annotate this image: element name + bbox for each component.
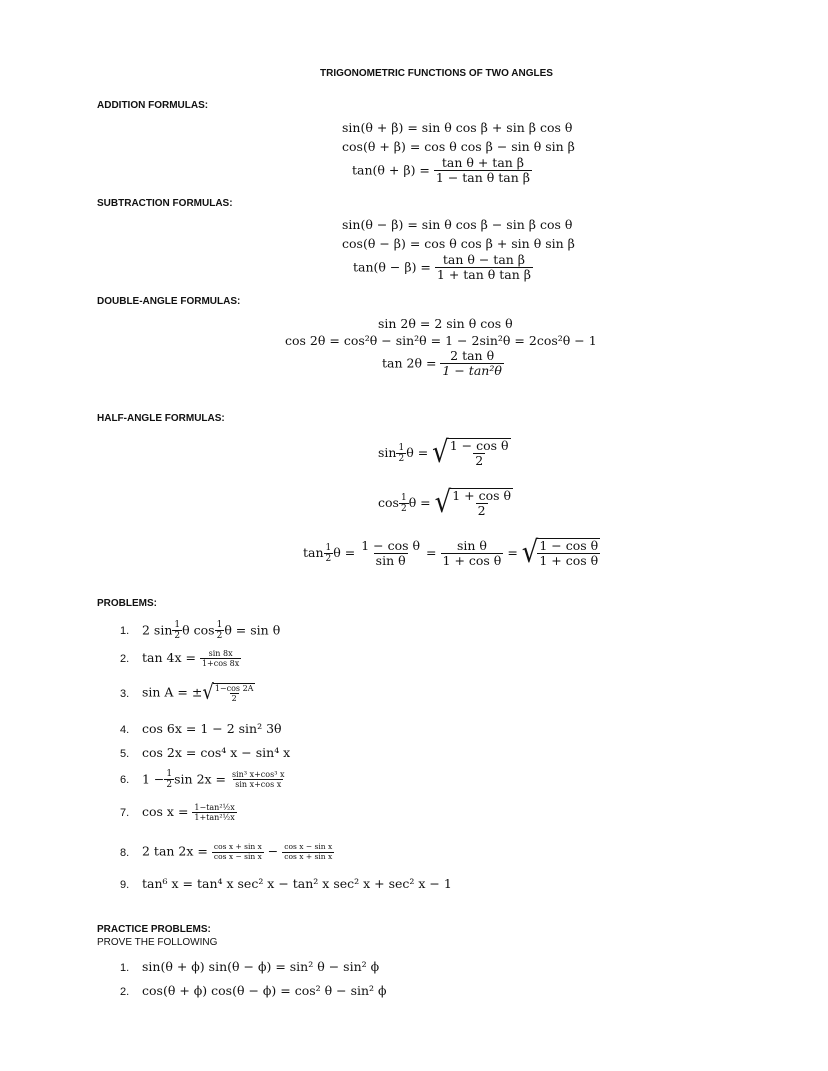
sqrt: √ $\frac{\text{1 + cos θ}}{2}$: [434, 486, 512, 521]
tan-fraction: [434, 156, 532, 186]
addition-tan-formula: [352, 156, 532, 186]
addition-sin-formula: sin(θ + β) = sin θ cos β + sin β cos θ: [342, 120, 573, 135]
page-title: TRIGONOMETRIC FUNCTIONS OF TWO ANGLES: [320, 68, 553, 79]
double-tan-formula: [382, 349, 504, 379]
problem-5: 5. cos 2x = cos⁴ x − sin⁴ x: [120, 745, 291, 760]
practice-problem-1: 1. sin(θ + ϕ) sin(θ − ϕ) = sin² θ − sin² ϕ: [120, 959, 380, 974]
tan-denominator: 1 − tan θ tan β: [435, 170, 530, 186]
problem-2: 2. tan 4x = $\frac{\sin 8x}{1+\cos 8x}$: [120, 649, 240, 669]
sqrt: √ $\frac{\text{1 − cos θ}}{2}$: [432, 436, 509, 471]
tan-denominator: 1 − tan²θ: [442, 363, 502, 379]
problem-1: 1. 2 sin $\frac{1}{2}$ θ cos $\frac{1}{2}$ θ = sin θ: [120, 620, 281, 642]
sqrt: √ $\frac{1-\cos 2A}{2}$: [202, 680, 254, 705]
half-angle-heading: HALF-ANGLE FORMULAS:: [97, 413, 225, 424]
sqrt: √ $\frac{\text{1 − cos θ}}{\text{1 + cos θ}}$: [521, 536, 599, 571]
tan-numerator: tan θ − tan β: [442, 252, 526, 267]
tan-lhs: tan(θ − β) =: [353, 259, 431, 275]
problem-3: 3. sin A = ± √ $\frac{1-\cos 2A}{2}$: [120, 680, 254, 705]
tan-fraction: [435, 253, 533, 283]
tan-fraction-1: $\frac{\text{1 − cos θ}}{\text{sin θ}}$: [361, 537, 421, 568]
subtraction-tan-formula: [353, 253, 533, 283]
practice-heading: PRACTICE PROBLEMS:: [97, 924, 211, 935]
problem-7: 7. cos x = $\frac{\text{1−tan²½x}}{\text{1+tan²½x}}$: [120, 803, 235, 823]
tan-numerator: tan θ + tan β: [441, 155, 525, 170]
problem-8: 8. 2 tan 2x = $\frac{\text{cos x + sin x}}{\text{cos x − sin x}}$ − $\frac{\text{cos x − sin x}}{\text{cos x + sin x}}$: [120, 842, 333, 861]
tan-denominator: 1 + tan θ tan β: [436, 267, 531, 283]
tan-fraction-2: $\frac{\text{sin θ}}{\text{1 + cos θ}}$: [442, 537, 502, 568]
tan-fraction: [440, 349, 503, 379]
double-sin-formula: sin 2θ = 2 sin θ cos θ: [378, 316, 513, 331]
tan-lhs: tan 2θ =: [382, 355, 437, 371]
practice-subheading: PROVE THE FOLLOWING: [97, 937, 218, 948]
practice-problem-2: 2. cos(θ + ϕ) cos(θ − ϕ) = cos² θ − sin² ϕ: [120, 983, 387, 998]
double-angle-heading: DOUBLE-ANGLE FORMULAS:: [97, 296, 241, 307]
half-cos-formula: cos $\frac{1}{2}$ θ = √ $\frac{\text{1 + cos θ}}{2}$: [378, 486, 512, 521]
addition-cos-formula: cos(θ + β) = cos θ cos β − sin θ sin β: [342, 139, 575, 154]
addition-heading: ADDITION FORMULAS:: [97, 100, 209, 111]
half-fraction: $\frac{1}{2}$: [325, 542, 332, 564]
problems-heading: PROBLEMS:: [97, 598, 157, 609]
tan-numerator: 2 tan θ: [450, 348, 495, 363]
half-fraction: $\frac{1}{2}$: [398, 442, 405, 464]
subtraction-cos-formula: cos(θ − β) = cos θ cos β + sin θ sin β: [342, 236, 575, 251]
problem-9: 9. tan⁶ x = tan⁴ x sec² x − tan² x sec² x + sec² x − 1: [120, 876, 452, 891]
problem-4: 4. cos 6x = 1 − 2 sin² 3θ: [120, 721, 282, 736]
half-tan-formula: tan $\frac{1}{2}$ θ = $\frac{\text{1 − cos θ}}{\text{sin θ}}$ = $\frac{\text{sin θ}}{\text{1 + cos θ}}$ = √ $\frac{\text{1 − cos θ}}{\text{1 + cos θ}}$: [303, 536, 599, 571]
tan-lhs: tan(θ + β) =: [352, 162, 430, 178]
half-sin-formula: sin $\frac{1}{2}$ θ = √ $\frac{\text{1 − cos θ}}{2}$: [378, 436, 509, 471]
double-cos-formula: cos 2θ = cos²θ − sin²θ = 1 − 2sin²θ = 2cos²θ − 1: [285, 333, 597, 348]
subtraction-sin-formula: sin(θ − β) = sin θ cos β − sin β cos θ: [342, 217, 573, 232]
half-fraction: $\frac{1}{2}$: [400, 492, 407, 514]
problem-6: 6. 1 − $\frac{1}{2}$ sin 2x = $\frac{\text{sin³ x+cos³ x}}{\text{sin x+cos x}}$: [120, 769, 285, 791]
subtraction-heading: SUBTRACTION FORMULAS:: [97, 198, 233, 209]
